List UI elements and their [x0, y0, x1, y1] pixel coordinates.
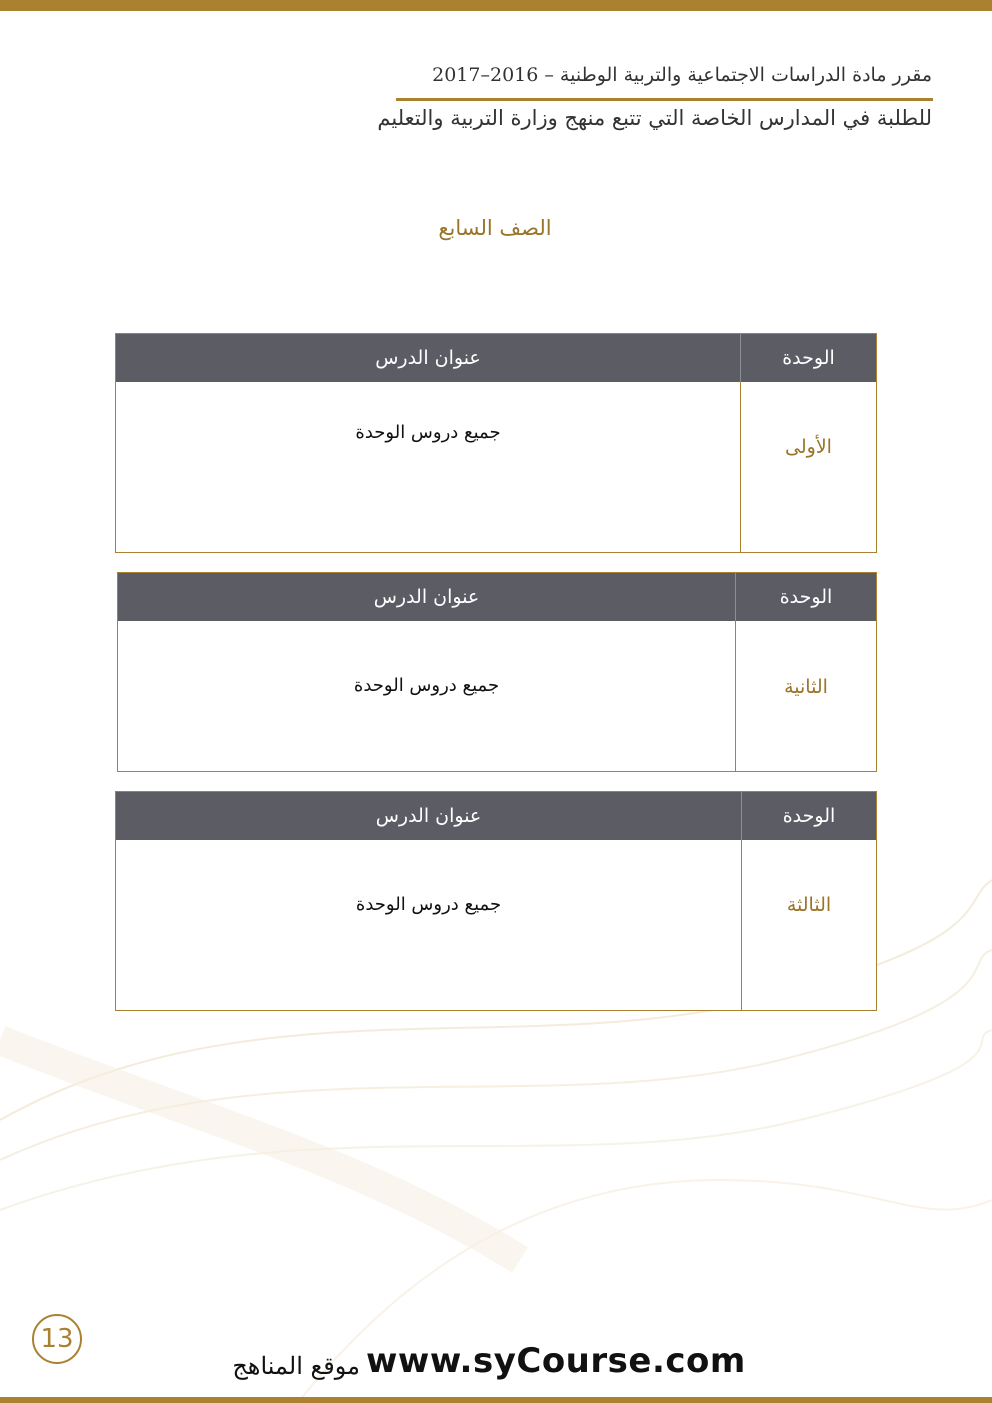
header-divider-line: [735, 573, 736, 621]
header-divider-line: [740, 334, 741, 382]
unit-name: الثالثة: [786, 894, 832, 916]
unit-header: الوحدة: [779, 586, 833, 608]
unit-name: الأولى: [785, 436, 832, 458]
unit-table-1: [115, 333, 877, 553]
unit-name: الثانية: [784, 676, 828, 698]
unit-header: الوحدة: [782, 347, 835, 369]
grade-title: الصف السابع: [438, 216, 552, 240]
course-header-subtitle: للطلبة في المدارس الخاصة التي تتبع منهج وزارة التربية والتعليم: [377, 106, 932, 130]
course-header-title: مقرر مادة الدراسات الاجتماعية والتربية الوطنية – 2016–2017: [432, 64, 932, 86]
unit-header: الوحدة: [782, 805, 836, 827]
lesson-title-header: عنوان الدرس: [375, 347, 481, 369]
site-name: موقع المناهج: [232, 1352, 360, 1380]
lesson-title-header: عنوان الدرس: [373, 586, 480, 608]
lesson-list-text: جميع دروس الوحدة: [355, 422, 501, 443]
page-number-badge: 13: [32, 1314, 82, 1364]
bottom-gold-bar: [0, 1397, 992, 1403]
unit-table-3: [115, 791, 877, 1011]
unit-table-2: [117, 572, 877, 772]
header-divider-line: [741, 792, 742, 840]
column-divider: [740, 382, 741, 552]
top-gold-bar: [0, 0, 992, 11]
lesson-title-header: عنوان الدرس: [375, 805, 482, 827]
lesson-list-text: جميع دروس الوحدة: [355, 894, 502, 915]
header-divider: [396, 98, 933, 101]
site-url[interactable]: www.syCourse.com: [366, 1341, 746, 1381]
lesson-list-text: جميع دروس الوحدة: [353, 675, 500, 696]
column-divider: [741, 840, 742, 1010]
